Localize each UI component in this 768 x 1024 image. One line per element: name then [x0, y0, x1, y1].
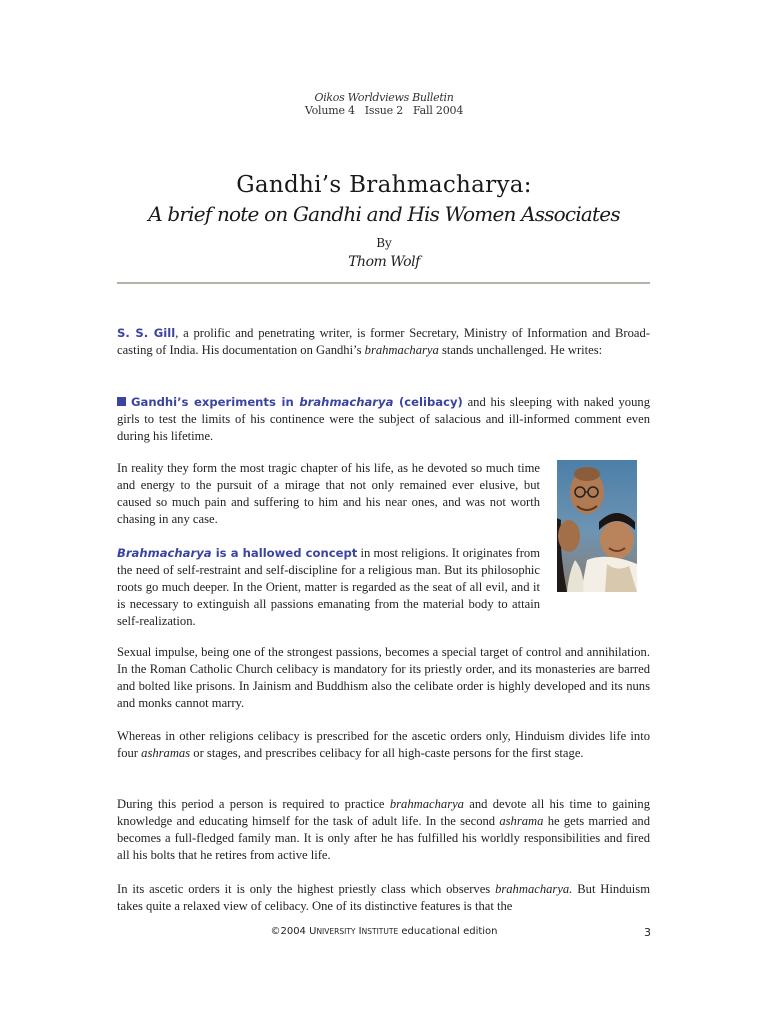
highlight-name: S. S. Gill — [117, 326, 176, 340]
article-title: Gandhi’s Brahmacharya: — [236, 172, 532, 198]
header-divider — [117, 282, 650, 284]
paragraph-ashramas: Whereas in other religions celibacy is prescribed for the ascetic orders only, Hinduism divides life into four ashramas or stages, and prescribes celibacy for all high-caste persons for the first stage. — [117, 729, 650, 760]
bulletin-name: Oikos Worldviews Bulletin — [314, 91, 454, 104]
author-name: Thom Wolf — [348, 254, 420, 270]
paragraph-quote-start: Gandhi’s experiments in brahmacharya (celibacy) and his sleeping with naked young girls to test the limits of his continence were the subject of salacious and ill-informed comment even during his lifetime. — [117, 395, 650, 443]
page-number: 3 — [644, 926, 651, 939]
paragraph-first-stage: During this period a person is required to practice brahmacharya and devote all his time to gaining knowledge and educating himself for the task of adult life. In the second ashrama he gets married and becomes a full-fledged family man. It is only after he has fulfilled his worldly responsibilities and fired all his bolts that he retires from active life. — [117, 797, 651, 862]
paragraph-hallowed-concept: Brahmacharya is a hallowed concept in most religions. It originates from the need of self-restraint and self-discipline for a religious man. But its philosophic roots go much deeper. In the Orient, matter is regarded as the seat of all evil, and it is necessary to extinguish all passions emanating from the material body to attain self-realization. — [117, 546, 541, 628]
paragraph-tragic-chapter: In reality they form the most tragic chapter of his life, as he devoted so much time and energy to the pursuit of a mirage that not only remained ever elusive, but caused so much pain and suffering to him and his near ones, and was not worth chasing in any case. — [117, 461, 540, 526]
paragraph-intro: S. S. Gill, a prolific and penetrating writer, is former Secretary, Ministry of Information and Broad- casting of India. His documentation on Gandhi’s brahmacharya stands unchallenged. He writes: — [117, 326, 650, 357]
square-bullet-icon — [117, 397, 126, 406]
paragraph-sexual-impulse: Sexual impulse, being one of the strongest passions, becomes a special target of control and annihilation. In the Roman Catholic Church celibacy is mandatory for its priestly order, and its monasteries are barred and bolted like prisons. In Jainism and Buddhism also the celibate order is highly developed and its nuns and monks cannot marry. — [117, 645, 650, 710]
paragraph-ascetic-orders: In its ascetic orders it is only the highest priestly class which observes brahmacharya. But Hinduism takes quite a relaxed view of celibacy. One of its distinctive features is that the — [117, 882, 650, 913]
bulletin-volume-line: Volume 4 Issue 2 Fall 2004 — [304, 104, 464, 117]
photo-gandhi-with-women-associates — [557, 460, 637, 592]
footer-copyright: ©2004 UNIVERSITY INSTITUTE educational edition — [270, 926, 498, 937]
article-subtitle: A brief note on Gandhi and His Women Associates — [148, 202, 620, 226]
byline-by: By — [376, 236, 392, 250]
